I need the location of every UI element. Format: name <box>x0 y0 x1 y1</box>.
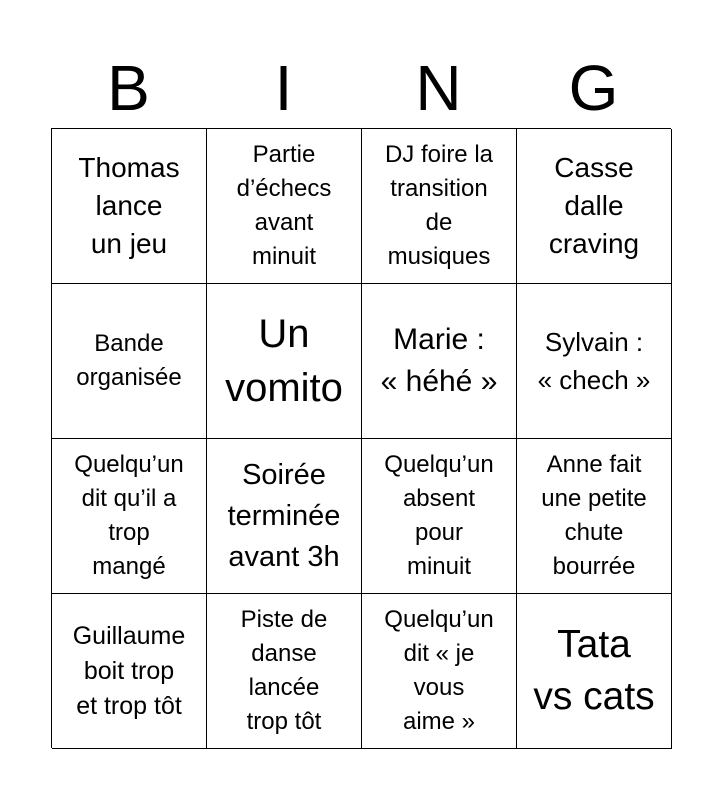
bingo-cell[interactable] <box>207 129 362 284</box>
cell-text: Un vomito <box>225 312 343 410</box>
bingo-cell[interactable] <box>362 284 517 439</box>
bingo-cell[interactable] <box>517 594 672 749</box>
cell-text: Marie : « héhé » <box>380 323 498 398</box>
cell-text: Tata vs cats <box>533 623 655 718</box>
cell-text: Quelqu’un dit « je vous aime » <box>384 606 494 735</box>
cell-text: Bande organisée <box>76 330 182 391</box>
bingo-cell[interactable] <box>517 129 672 284</box>
bingo-cell[interactable] <box>362 129 517 284</box>
bingo-cell[interactable] <box>52 594 207 749</box>
cell-text: Thomas lance un jeu <box>78 152 180 259</box>
bingo-cell[interactable] <box>362 439 517 594</box>
cell-text: Quelqu’un absent pour minuit <box>384 451 494 580</box>
header-letter-n: N <box>415 52 462 124</box>
cell-text: DJ foire la transition de musiques <box>384 141 494 270</box>
bingo-header <box>51 48 671 128</box>
cell-text: Anne fait une petite chute bourrée <box>541 451 647 580</box>
bingo-cell[interactable] <box>52 439 207 594</box>
cell-text: Casse dalle craving <box>548 152 640 259</box>
header-letter-i: I <box>274 52 293 124</box>
cell-text: Soirée terminée avant 3h <box>227 458 341 573</box>
bingo-cell[interactable] <box>52 284 207 439</box>
cell-text: Partie d’échecs avant minuit <box>236 141 332 270</box>
header-letter-b: B <box>107 52 150 124</box>
bingo-cell[interactable] <box>517 284 672 439</box>
header-letter-g: G <box>568 52 619 124</box>
cell-text: Guillaume boit trop et trop tôt <box>72 621 186 720</box>
bingo-cell[interactable] <box>517 439 672 594</box>
cell-text: Quelqu’un dit qu’il a trop mangé <box>74 451 184 580</box>
bingo-cell[interactable] <box>52 129 207 284</box>
bingo-cell[interactable] <box>207 284 362 439</box>
bingo-cell[interactable] <box>207 594 362 749</box>
bingo-cell[interactable] <box>207 439 362 594</box>
cell-text: Sylvain : « chech » <box>537 327 651 395</box>
bingo-cell[interactable] <box>362 594 517 749</box>
bingo-grid <box>51 128 671 748</box>
cell-text: Piste de danse lancée trop tôt <box>240 606 328 735</box>
